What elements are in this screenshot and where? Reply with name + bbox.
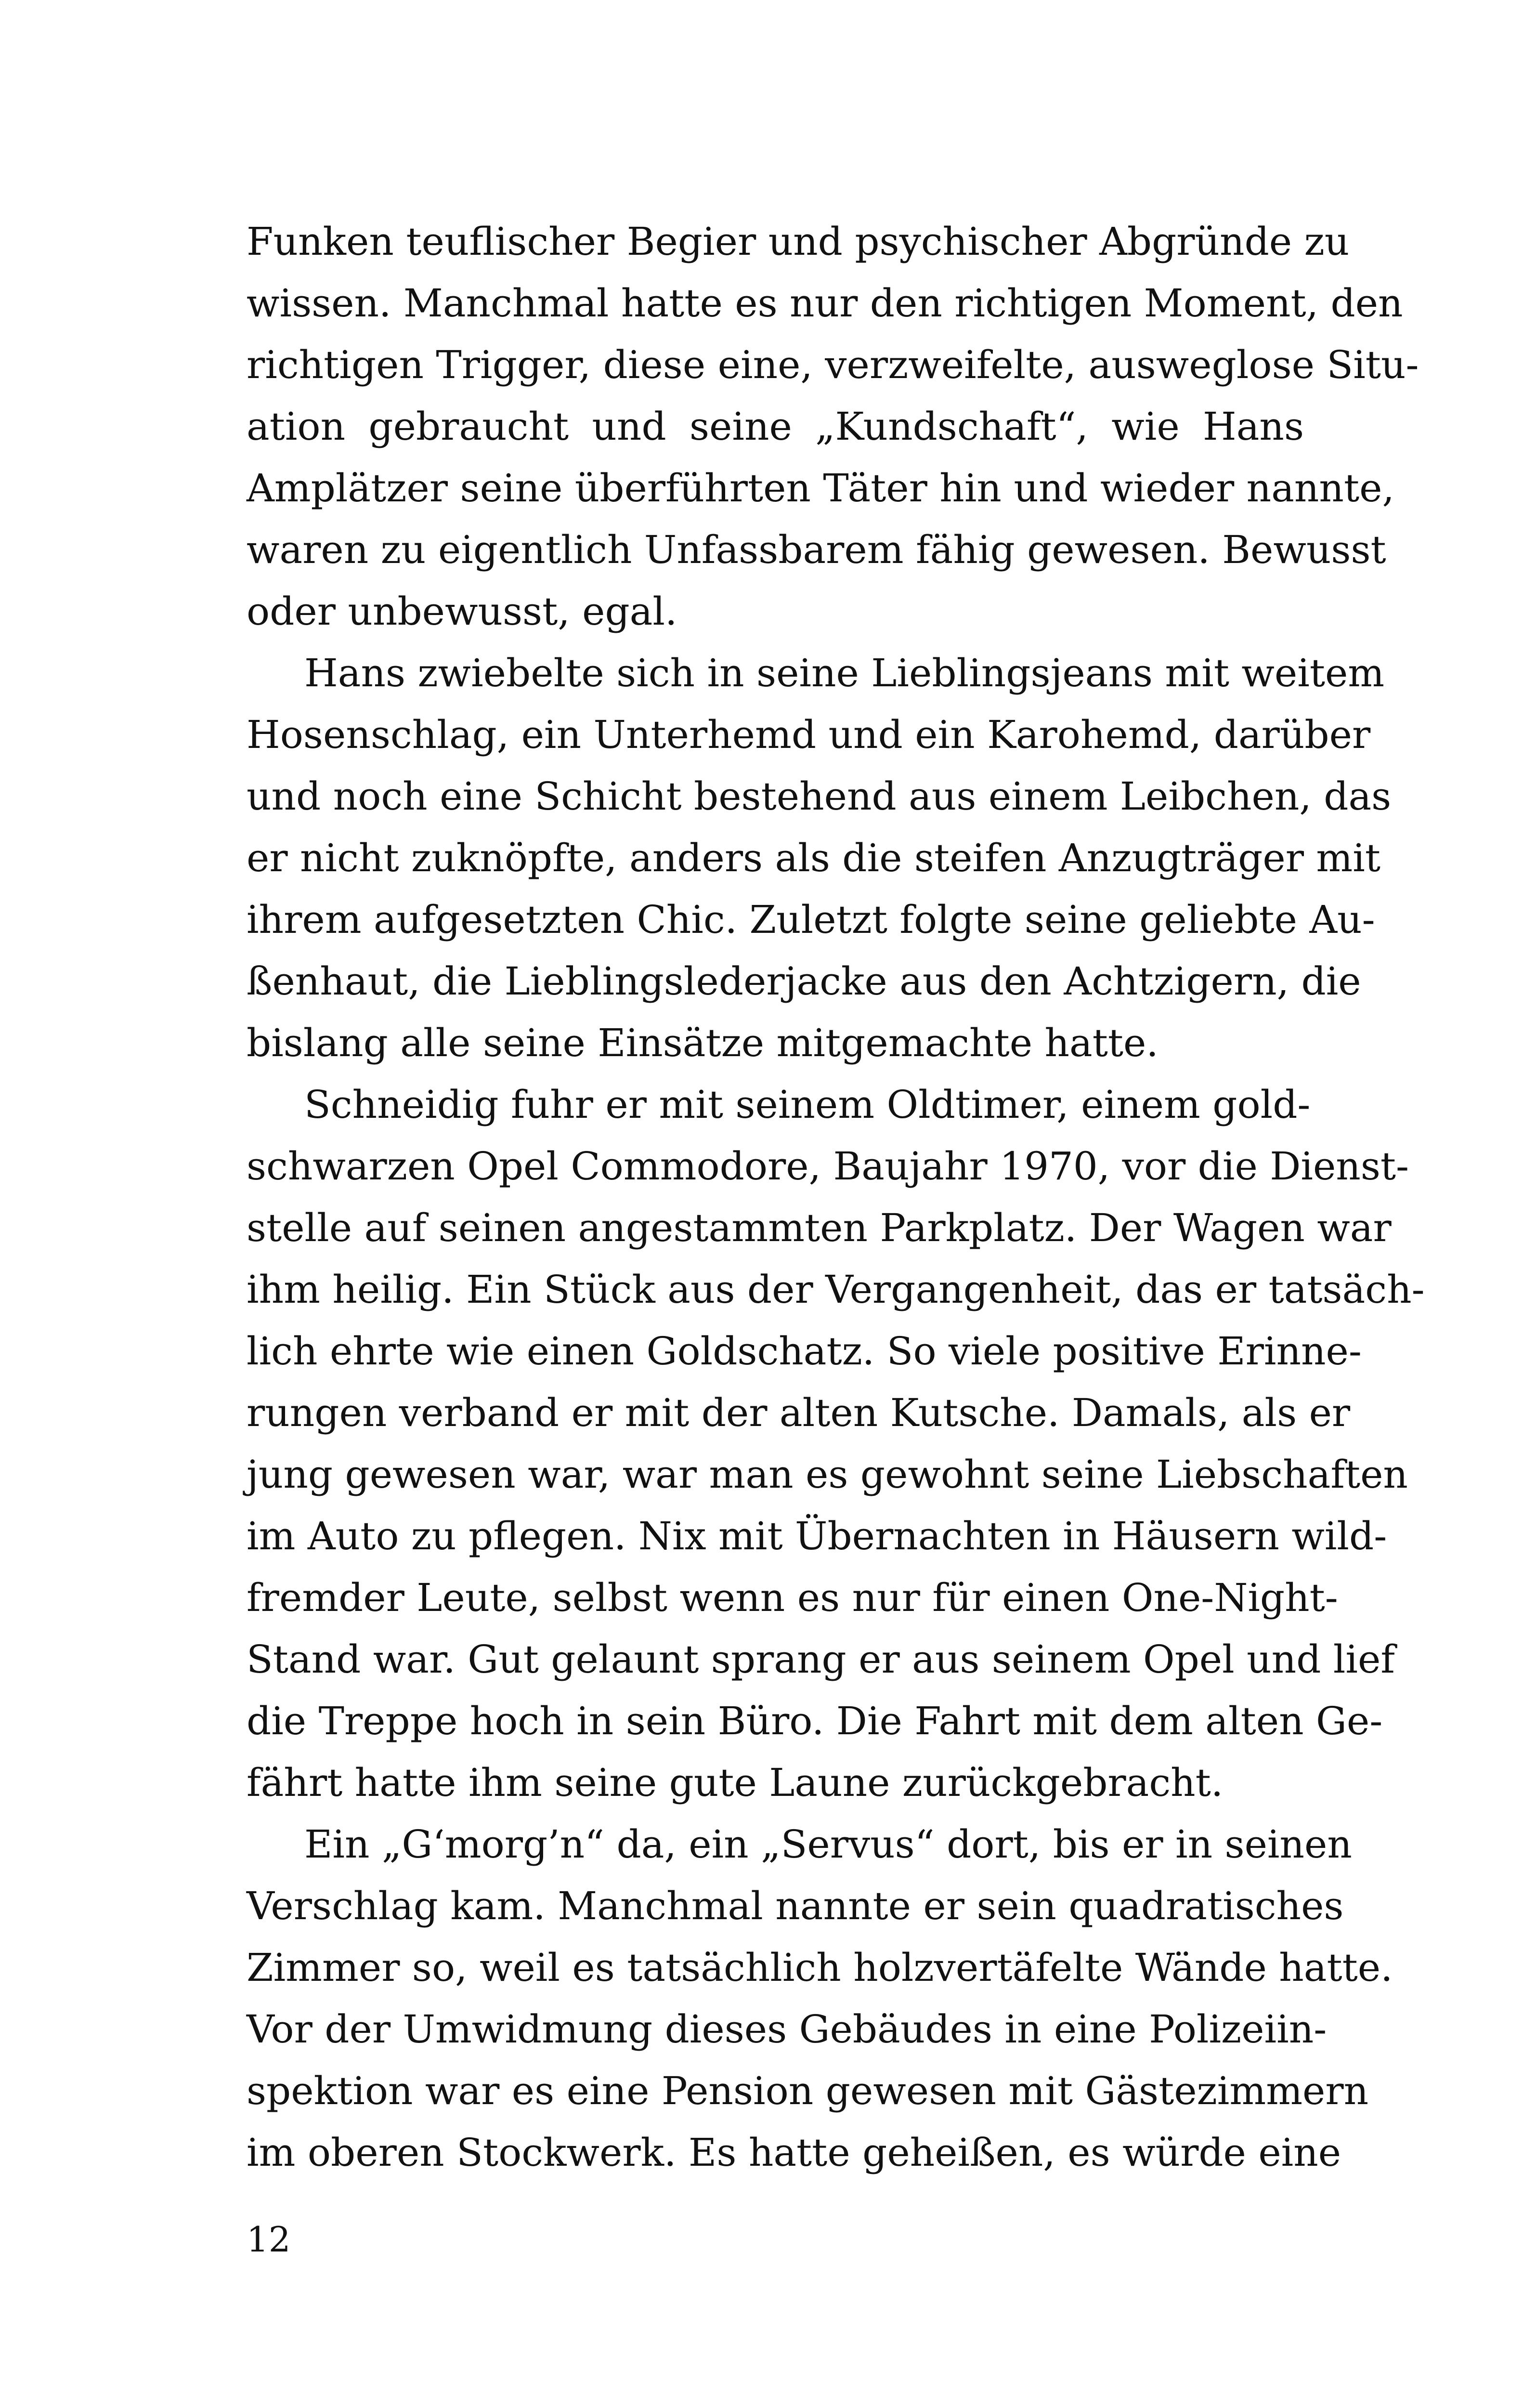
text-line: er nicht zuknöpfte, anders als die steifen Anzugträger mit bbox=[247, 836, 1380, 880]
text-line: Zimmer so, weil es tatsächlich holzvertäfelte Wände hatte. bbox=[247, 1945, 1393, 1990]
text-line: im Auto zu pflegen. Nix mit Übernachten in Häusern wild- bbox=[247, 1514, 1387, 1558]
text-line: schwarzen Opel Commodore, Baujahr 1970, vor die Dienst- bbox=[247, 1144, 1409, 1189]
text-line: ation gebraucht und seine „Kundschaft“, wie Hans bbox=[247, 404, 1304, 449]
text-line: Hans zwiebelte sich in seine Lieblingsjeans mit weitem bbox=[304, 651, 1385, 695]
text-line: stelle auf seinen angestammten Parkplatz. Der Wagen war bbox=[247, 1205, 1392, 1250]
text-line: Hosenschlag, ein Unterhemd und ein Karohemd, darüber bbox=[247, 712, 1371, 757]
text-line: waren zu eigentlich Unfassbarem fähig gewesen. Bewusst bbox=[247, 527, 1386, 572]
text-line: wissen. Manchmal hatte es nur den richtigen Moment, den bbox=[247, 281, 1403, 326]
text-line: fährt hatte ihm seine gute Laune zurückgebracht. bbox=[247, 1760, 1224, 1805]
text-line: Verschlag kam. Manchmal nannte er sein quadratisches bbox=[247, 1884, 1344, 1928]
text-line: Funken teuflischer Begier und psychischer Abgründe zu bbox=[247, 219, 1350, 264]
text-line: ihm heilig. Ein Stück aus der Vergangenheit, das er tatsäch- bbox=[247, 1267, 1425, 1312]
text-line: Amplätzer seine überführten Täter hin und wieder nannte, bbox=[247, 466, 1394, 510]
page-number: 12 bbox=[247, 2219, 291, 2260]
text-line: bislang alle seine Einsätze mitgemachte hatte. bbox=[247, 1021, 1159, 1065]
text-line: fremder Leute, selbst wenn es nur für einen One-Night- bbox=[247, 1575, 1338, 1620]
text-line: im oberen Stockwerk. Es hatte geheißen, es würde eine bbox=[247, 2130, 1341, 2175]
text-line: ihrem aufgesetzten Chic. Zuletzt folgte seine geliebte Au- bbox=[247, 897, 1375, 942]
text-line: und noch eine Schicht bestehend aus einem Leibchen, das bbox=[247, 774, 1392, 819]
text-line: Ein „G‘morg’n“ da, ein „Servus“ dort, bis er in seinen bbox=[304, 1822, 1352, 1867]
text-line: jung gewesen war, war man es gewohnt seine Liebschaften bbox=[247, 1452, 1408, 1497]
text-line: Vor der Umwidmung dieses Gebäudes in eine Polizeiin- bbox=[247, 2007, 1327, 2052]
text-line: spektion war es eine Pension gewesen mit Gästezimmern bbox=[247, 2068, 1369, 2113]
text-line: die Treppe hoch in sein Büro. Die Fahrt mit dem alten Ge- bbox=[247, 1699, 1383, 1743]
text-line: Schneidig fuhr er mit seinem Oldtimer, einem gold- bbox=[304, 1082, 1311, 1127]
text-line: rungen verband er mit der alten Kutsche. Damals, als er bbox=[247, 1390, 1351, 1435]
text-line: Stand war. Gut gelaunt sprang er aus seinem Opel und lief bbox=[247, 1637, 1395, 1682]
text-line: oder unbewusst, egal. bbox=[247, 589, 677, 634]
text-line: ßenhaut, die Lieblingslederjacke aus den Achtzigern, die bbox=[247, 959, 1361, 1004]
text-line: lich ehrte wie einen Goldschatz. So viele positive Erinne- bbox=[247, 1329, 1362, 1374]
body-text bbox=[247, 211, 1425, 2184]
text-line: richtigen Trigger, diese eine, verzweifelte, ausweglose Situ- bbox=[247, 342, 1419, 387]
